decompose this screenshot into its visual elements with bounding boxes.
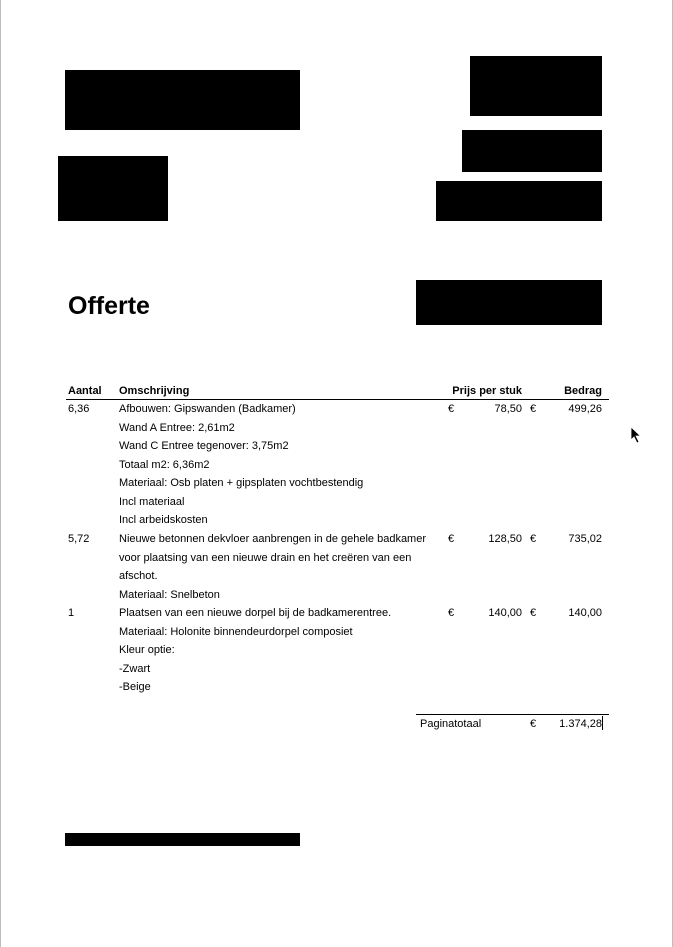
row-unit-price: 78,50 bbox=[494, 403, 522, 415]
header-qty: Aantal bbox=[68, 385, 102, 397]
redacted-footer bbox=[65, 833, 300, 846]
redacted-company-logo bbox=[65, 70, 300, 130]
row-unit-price-currency: € bbox=[448, 607, 455, 619]
subtotal-label: Paginatotaal bbox=[420, 718, 482, 730]
row-amount-currency: € bbox=[530, 607, 537, 619]
subtotal-rule bbox=[416, 714, 609, 715]
row-amount-currency: € bbox=[530, 403, 537, 415]
redacted-address-line-2 bbox=[462, 130, 602, 172]
row-description-line: Wand C Entree tegenover: 3,75m2 bbox=[119, 440, 289, 452]
row-qty: 6,36 bbox=[68, 403, 90, 415]
subtotal-currency: € bbox=[530, 718, 537, 730]
row-amount: 499,26 bbox=[568, 403, 602, 415]
row-qty: 1 bbox=[68, 607, 75, 619]
header-amount: Bedrag bbox=[564, 385, 602, 397]
mouse-pointer-icon bbox=[630, 426, 642, 444]
row-description-line: -Beige bbox=[119, 681, 151, 693]
row-unit-price-currency: € bbox=[448, 533, 455, 545]
row-description-line: Incl materiaal bbox=[119, 495, 185, 508]
redacted-quote-meta bbox=[416, 280, 602, 325]
text-cursor bbox=[602, 716, 603, 730]
header-description: Omschrijving bbox=[119, 385, 190, 397]
row-description-line: Materiaal: Snelbeton bbox=[119, 588, 220, 601]
row-qty: 5,72 bbox=[68, 533, 90, 545]
row-description-line: Incl arbeidskosten bbox=[119, 514, 208, 526]
row-description-line: afschot. bbox=[119, 570, 158, 582]
row-description-line: Afbouwen: Gipswanden (Badkamer) bbox=[119, 403, 296, 415]
row-description-line: -Zwart bbox=[119, 662, 151, 675]
row-unit-price-currency: € bbox=[448, 403, 455, 415]
row-amount: 735,02 bbox=[568, 533, 602, 545]
redacted-address-line-1 bbox=[470, 56, 602, 116]
row-description-line: Materiaal: Holonite binnendeurdorpel composiet bbox=[119, 625, 353, 638]
row-description-line: voor plaatsing van een nieuwe drain en het creëren van een bbox=[119, 551, 412, 564]
row-unit-price: 128,50 bbox=[488, 533, 522, 545]
row-description-line: Nieuwe betonnen dekvloer aanbrengen in de gehele badkamer bbox=[119, 533, 427, 545]
row-amount-currency: € bbox=[530, 533, 537, 545]
row-description-line: Kleur optie: bbox=[119, 644, 175, 656]
row-description-line: Totaal m2: 6,36m2 bbox=[119, 458, 210, 471]
row-description-line: Materiaal: Osb platen + gipsplaten vochtbestendig bbox=[119, 477, 364, 489]
document-title: Offerte bbox=[68, 292, 150, 320]
row-description-line: Wand A Entree: 2,61m2 bbox=[119, 421, 235, 434]
subtotal-value[interactable]: 1.374,28 bbox=[559, 718, 602, 730]
redacted-sender-block bbox=[58, 156, 168, 221]
row-amount: 140,00 bbox=[568, 607, 602, 619]
page-edge-left bbox=[0, 0, 1, 947]
header-unit-price: Prijs per stuk bbox=[452, 385, 522, 397]
redacted-address-line-3 bbox=[436, 181, 602, 221]
row-description-line: Plaatsen van een nieuwe dorpel bij de badkamerentree. bbox=[119, 607, 392, 619]
row-unit-price: 140,00 bbox=[488, 607, 522, 619]
header-rule bbox=[66, 399, 609, 400]
